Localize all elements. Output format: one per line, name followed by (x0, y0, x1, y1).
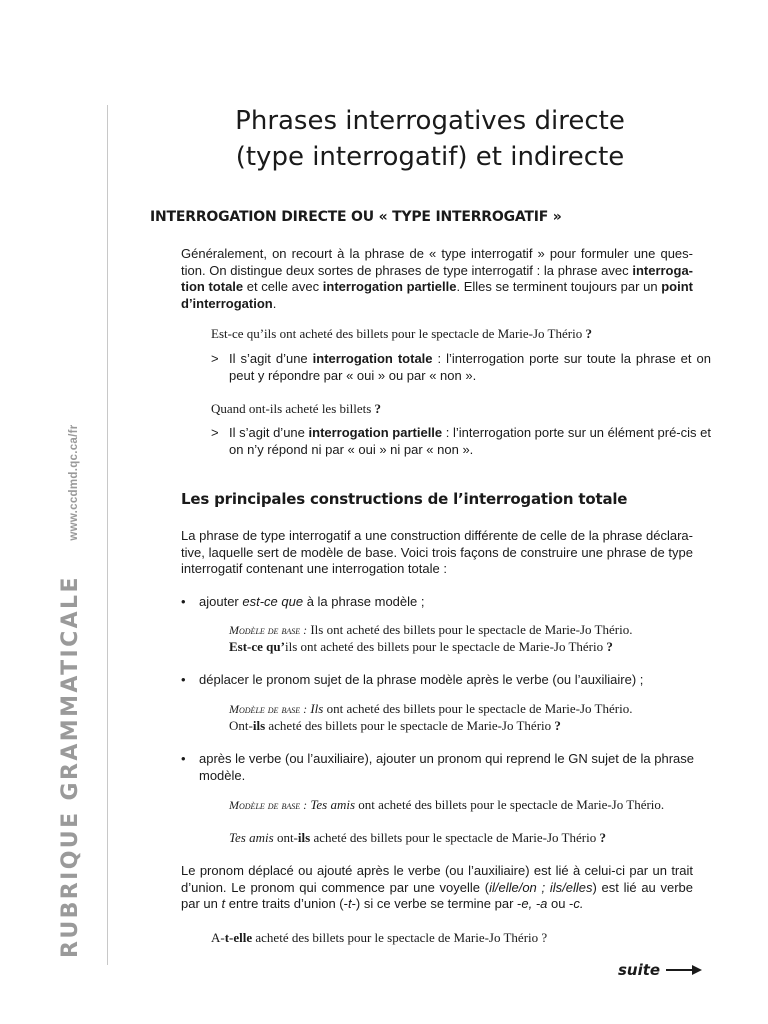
text-run: ils ont acheté des billets pour le spectacle de Marie-Jo Thério (284, 639, 607, 654)
text-run: A- (211, 930, 225, 945)
text-run: ont- (273, 830, 298, 845)
page-title (160, 103, 700, 175)
text-run: acheté des billets pour le spectacle de Marie-Jo Thério (310, 830, 600, 845)
text-run: ou - (547, 896, 574, 911)
sidebar-divider (107, 105, 108, 965)
continue-link[interactable] (618, 960, 702, 980)
text-run: : l’interrogation porte sur toute la phrase et on peut y répondre par « oui » ou par « non ». (229, 351, 711, 383)
text-run: est-ce que (242, 594, 304, 609)
bullet-item-1 (181, 594, 711, 611)
text-run: interrogation totale (312, 351, 433, 366)
text-run: ? (599, 830, 606, 845)
page-title-line-1: Phrases interrogatives directe (235, 106, 625, 136)
bullet-item-1-text (199, 594, 424, 609)
text-run: Le pronom déplacé ou ajouté après le verbe (ou l’auxiliaire) est lié à celui-ci par un trait d’union. Le pronom qui commence par une voyelle ( (181, 863, 693, 895)
text-run: interroga-tion totale (181, 262, 693, 294)
bullet-marker: • (181, 672, 186, 687)
note-total (211, 351, 711, 384)
text-run: -) si ce verbe se termine par - (351, 896, 522, 911)
text-run: à la phrase modèle ; (303, 594, 425, 609)
text-run: t-elle (224, 930, 253, 945)
pronoun-paragraph (181, 863, 693, 913)
text-run: interrogation partielle (322, 279, 457, 294)
sub-heading: Les principales constructions de l’interrogation totale (181, 490, 628, 508)
model-sentence-1 (229, 622, 693, 639)
rubrique-label: RUBRIQUE GRAMMATICALE (58, 575, 83, 958)
text-run: . (272, 295, 277, 311)
note-total-text (229, 351, 711, 383)
note-partial (211, 425, 711, 458)
text-run: Modèle de base : (229, 702, 308, 716)
example-sentence-1 (211, 326, 693, 343)
intro-paragraph (181, 246, 693, 312)
text-run: Modèle de base : (229, 798, 308, 812)
text-run: Modèle de base : (229, 623, 308, 637)
arrow-right-icon (666, 964, 702, 976)
text-run: c. (573, 896, 584, 911)
text-run: ont acheté des billets pour le spectacle de Marie-Jo Thério. (323, 701, 633, 716)
text-run: t (347, 896, 352, 911)
text-run: Généralement, on recourt à la phrase de « type interrogatif » pour formuler une ques-tion. On distingue deux sortes de phrases de type interrogatif : la phrase avec (181, 246, 693, 278)
page-title-line-2: (type interrogatif) et indirecte (235, 142, 625, 172)
result-sentence-2 (229, 718, 693, 735)
text-run: Ont- (229, 718, 253, 733)
text-run: e, -a (521, 896, 548, 911)
result-sentence-1 (229, 639, 693, 656)
text-run: acheté des billets pour le spectacle de Marie-Jo Thério (265, 718, 555, 733)
bullet-item-2 (181, 672, 711, 689)
text-run: ? (585, 326, 592, 341)
text-run: ils (252, 718, 266, 733)
text-run: . Elles se terminent toujours par un (456, 279, 662, 294)
text-run: interrogation partielle (308, 425, 443, 440)
text-run: Tes amis (310, 797, 356, 812)
text-run: Tes amis (229, 830, 274, 845)
text-run: entre traits d’union (- (225, 896, 348, 911)
text-run: ont acheté des billets pour le spectacle de Marie-Jo Thério. (355, 797, 665, 812)
text-run: ) est lié au verbe par un (181, 879, 694, 911)
example-sentence-2 (211, 401, 693, 418)
text-run: acheté des billets pour le spectacle de Marie-Jo Thério ? (252, 930, 548, 945)
note-marker: > (211, 425, 219, 440)
text-run: il/elle/on ; ils/elles (489, 879, 593, 895)
example-sentence-4 (211, 930, 693, 947)
sidebar-label (58, 424, 83, 958)
text-run: Ils (310, 701, 324, 716)
note-partial-text (229, 425, 711, 457)
bullet-item-3 (181, 751, 711, 784)
text-run: et celle avec (243, 279, 323, 294)
text-run: point d’interrogation (181, 279, 693, 311)
bullet-item-3-text (199, 751, 694, 783)
text-run: ils (297, 830, 311, 845)
text-run: Il s’agit d’une (229, 351, 313, 366)
model-sentence-3 (229, 797, 693, 814)
model-sentence-2 (229, 701, 693, 718)
note-marker: > (211, 351, 219, 366)
bullet-item-2-text (199, 672, 643, 687)
section-heading: INTERROGATION DIRECTE OU « TYPE INTERROGATIF » (150, 209, 562, 225)
text-run: déplacer le pronom sujet de la phrase modèle après le verbe (ou l’auxiliaire) ; (199, 672, 644, 687)
continue-label: suite (618, 961, 661, 979)
constructions-paragraph (181, 528, 693, 578)
result-sentence-3 (229, 830, 693, 847)
text-run: ? (606, 639, 613, 654)
text-run: ? (554, 718, 561, 733)
text-run: : l’interrogation porte sur un élément pré-cis et on n’y répond ni par « oui » ni par « non ». (229, 425, 711, 457)
text-run: Il s’agit d’une (229, 425, 309, 440)
text-run: après le verbe (ou l’auxiliaire), ajouter un pronom qui reprend le GN sujet de la phrase modèle. (199, 751, 694, 783)
text-run: Quand ont-ils acheté les billets (211, 401, 375, 416)
text-run: ajouter (199, 594, 243, 609)
text-run: t (221, 896, 226, 911)
text-run: Ils ont acheté des billets pour le spectacle de Marie-Jo Thério. (307, 622, 633, 637)
text-run: Est-ce qu’ils ont acheté des billets pour le spectacle de Marie-Jo Thério (211, 326, 586, 341)
text-run: Est-ce qu’ (229, 639, 285, 654)
site-url: www.ccdmd.qc.ca/fr (68, 424, 80, 541)
bullet-marker: • (181, 594, 186, 609)
text-run: ? (374, 401, 382, 416)
bullet-marker: • (181, 751, 186, 766)
text-run: La phrase de type interrogatif a une construction différente de celle de la phrase déclara-tive, laquelle sert de modèle de base. Voici trois façons de construire une phrase de type interrogatif contenant une interrogation totale : (181, 528, 693, 576)
